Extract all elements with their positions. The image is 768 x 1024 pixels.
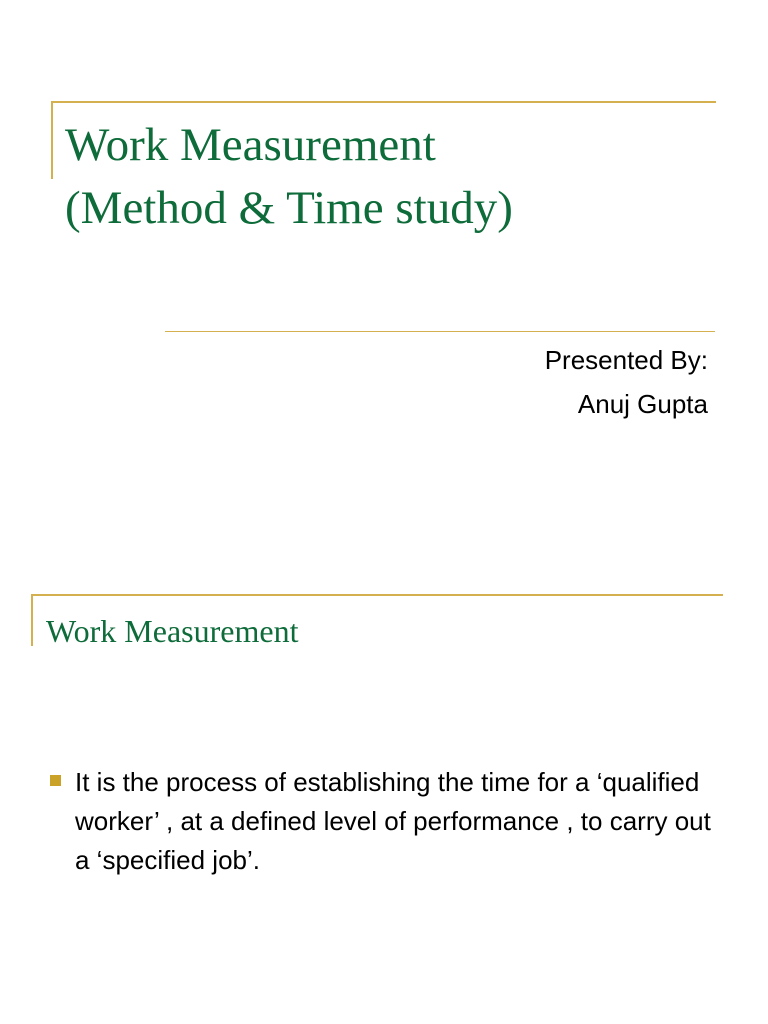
heading-top-rule [31, 594, 723, 596]
subtitle-rule [165, 331, 715, 332]
bullet-text: It is the process of establishing the time for a ‘qualified worker’ , at a defined level of performance , to carry out a ‘specified job’. [75, 767, 711, 875]
presenter-label: Presented By: [544, 345, 708, 375]
bullet-item [48, 763, 728, 880]
square-bullet-icon [50, 775, 61, 786]
heading-left-rule [31, 594, 33, 646]
bullet-list [48, 763, 728, 880]
title-top-rule [51, 101, 716, 103]
slide-title-line-1: Work Measurement [65, 119, 436, 171]
slide-title [65, 114, 513, 240]
title-left-rule [51, 101, 53, 179]
slide-title-line-2: (Method & Time study) [65, 182, 513, 234]
presenter-block [545, 338, 708, 426]
section-heading: Work Measurement [46, 613, 299, 649]
presenter-name: Anuj Gupta [577, 389, 708, 419]
